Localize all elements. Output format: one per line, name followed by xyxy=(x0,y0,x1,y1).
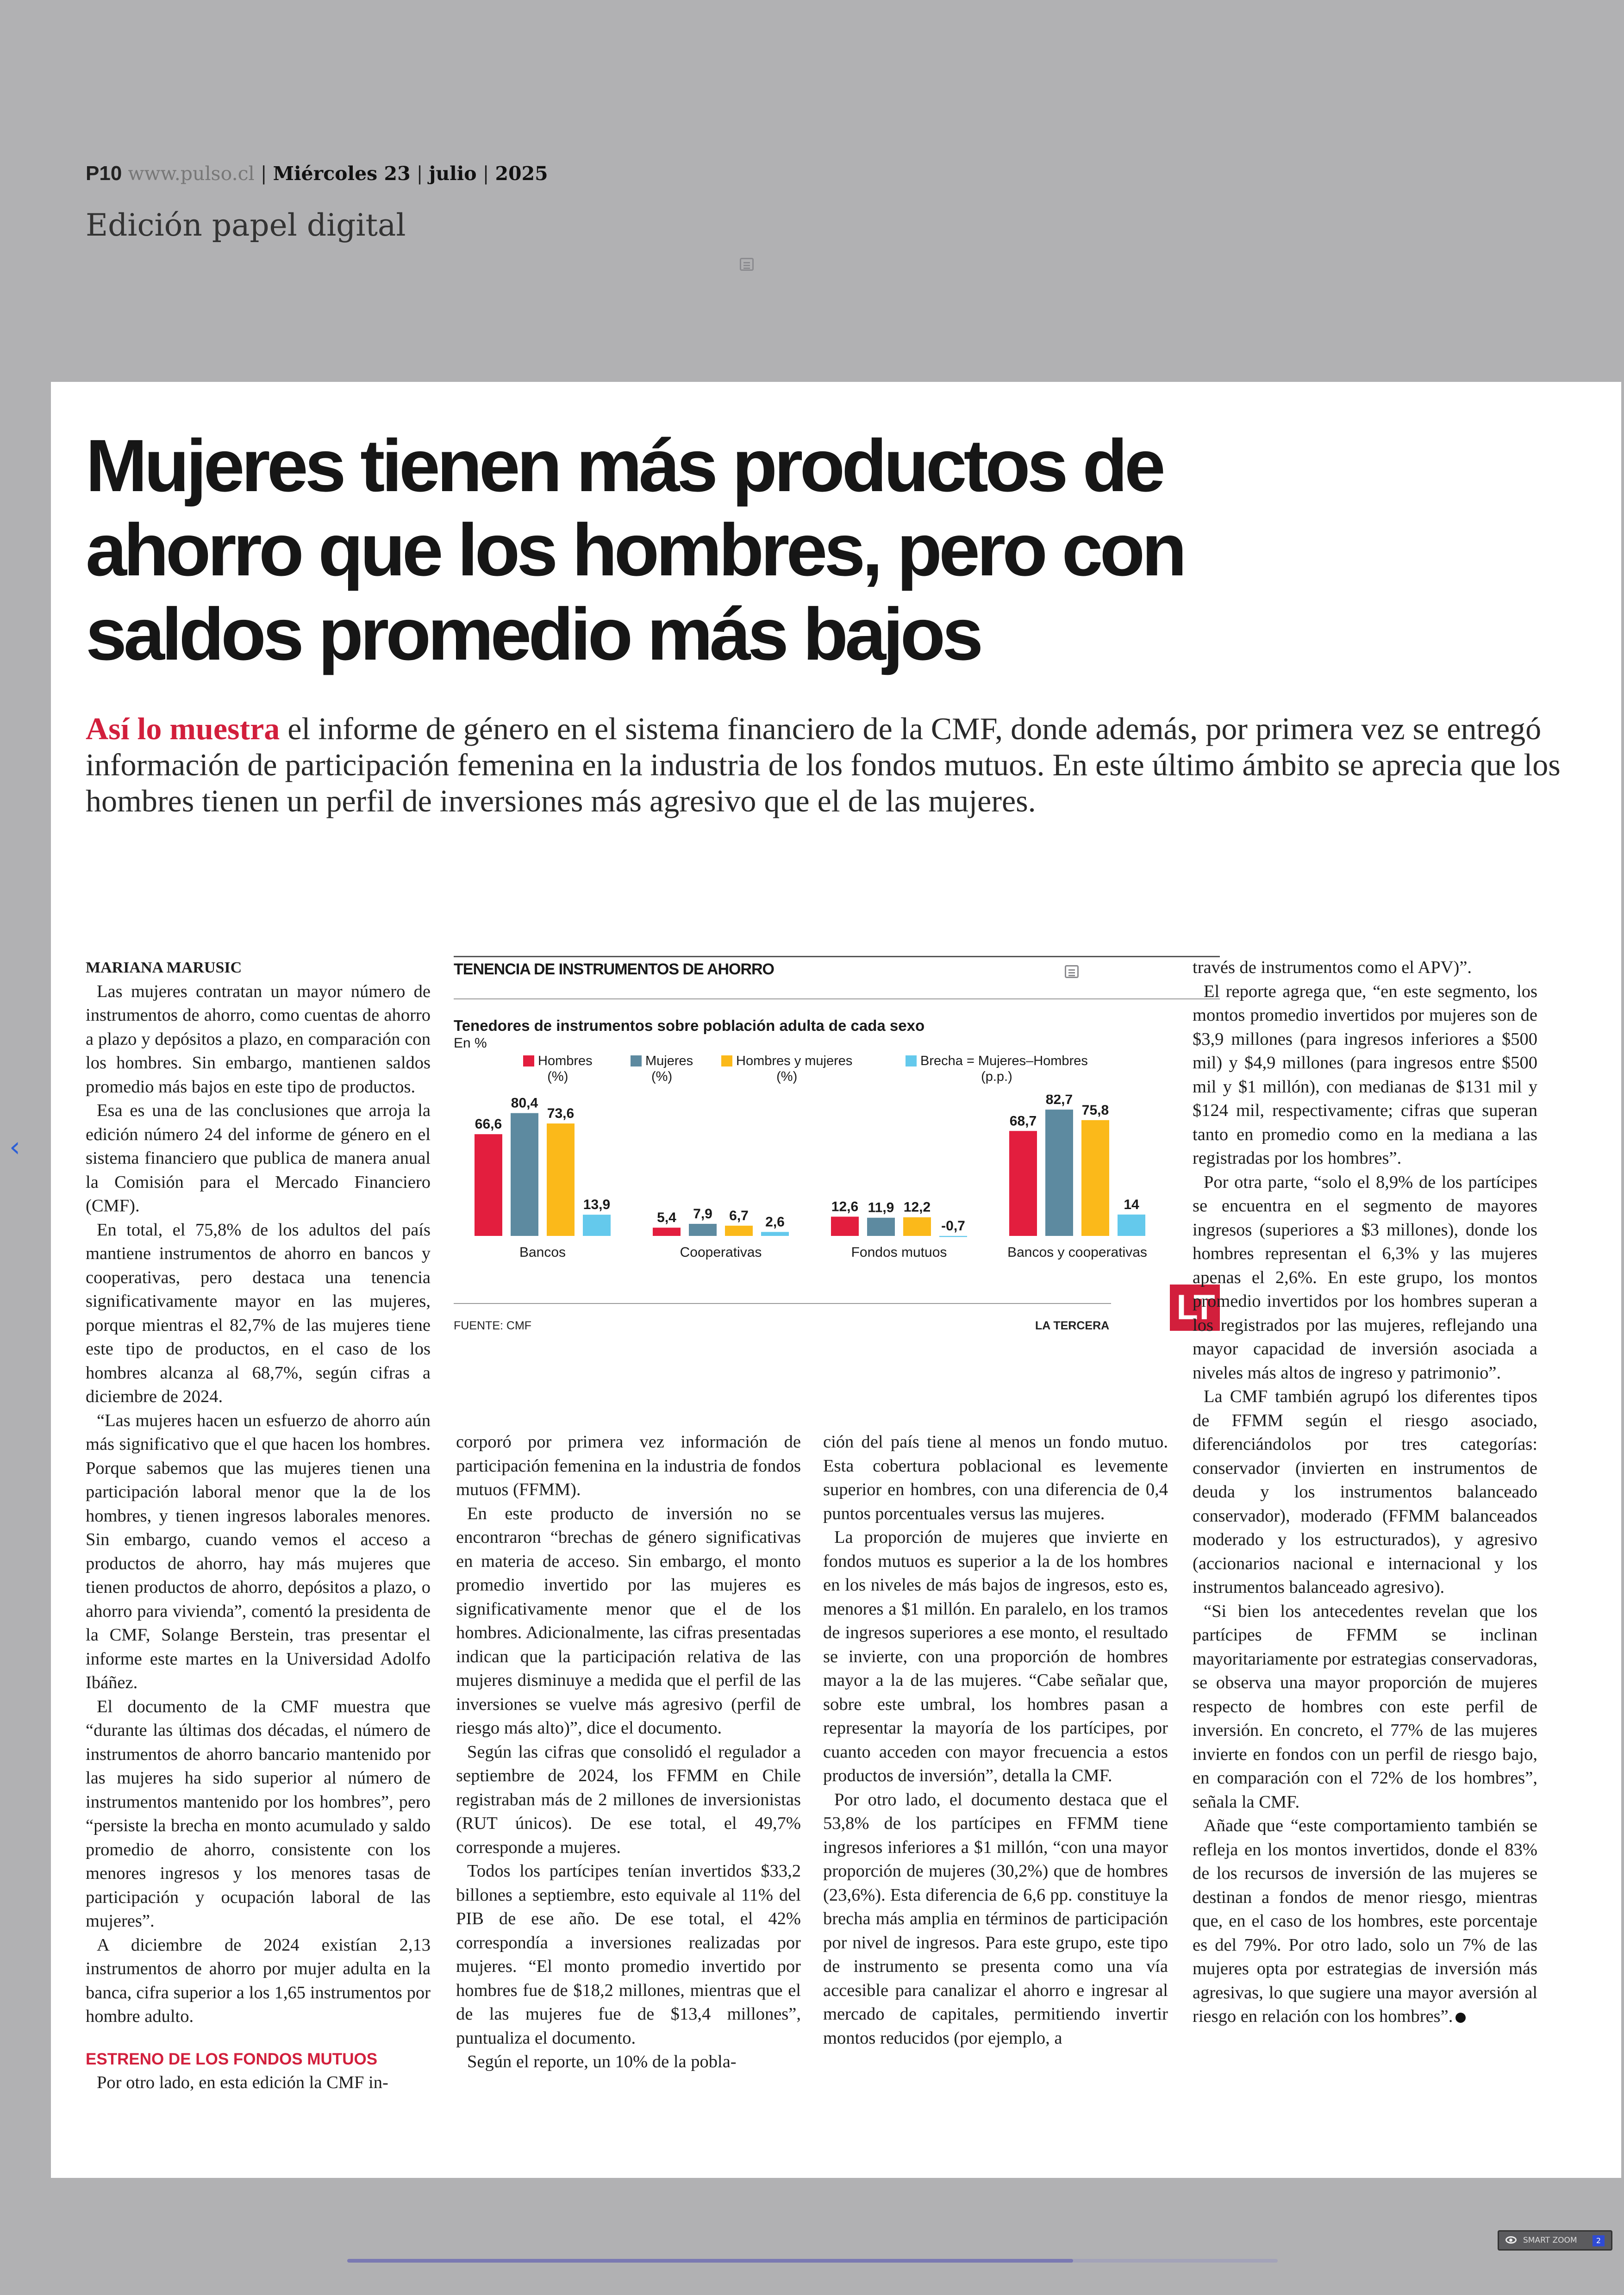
data-label: 12,6 xyxy=(831,1199,859,1215)
chart-unit: En % xyxy=(454,1035,487,1051)
paragraph: Según las cifras que consolidó el regulador a septiembre de 2024, los FFMM en Chile registraban más de 2 millones de inversionistas (RUT únicos). De ese total, el 49,7% corresponde a mujeres. xyxy=(456,1742,801,1857)
header-year: 2025 xyxy=(495,162,548,185)
data-label: 75,8 xyxy=(1081,1102,1109,1118)
paragraph: Por otro lado, en esta edición la CMF in- xyxy=(97,2073,388,2092)
data-label: 66,6 xyxy=(475,1116,502,1132)
legend-item xyxy=(523,1053,593,1085)
newspaper-page xyxy=(51,382,1621,2178)
paragraph: corporó por primera vez información de participación femenina en la industria de fondos mutuos (FFMM). xyxy=(456,1432,801,1499)
paragraph-text: Añade que “este comportamiento también se refleja en los montos invertidos, donde el 83% de los recursos de inversión de las mujeres se destinan a fondos de menor riesgo, mientras que, en el caso de los hombres, este porcentaje es del 79%. Por otro lado, solo un 7% de las mujeres opta por estrategias de inversión más agresivas, lo que sugiere una mayor aversión al riesgo en relación con los hombres”. xyxy=(1193,1816,1537,2026)
bar xyxy=(725,1226,753,1236)
article-column-2 xyxy=(456,1430,801,2074)
legend-swatch xyxy=(906,1055,917,1066)
bar xyxy=(831,1216,859,1236)
paragraph: Todos los partícipes tenían invertidos $33,2 billones a septiembre, esto equivale al 11% del PIB de ese año. De ese total, el 42% correspondía a inversiones realizadas por mujeres. “El monto promedio invertido por hombres fue de $18,2 millones, mientras que el de las mujeres fue de $13,4 millones”, puntualiza el documento. xyxy=(456,1861,801,2048)
page-header: P10 www.pulso.cl | Miércoles 23 | julio | 2025 xyxy=(86,162,548,185)
reading-progress-fill xyxy=(347,2259,1073,2263)
paragraph: ción del país tiene al menos un fondo mutuo. Esta cobertura poblacional es levemente superior en hombres, con una diferencia de 0,4 puntos porcentuales versus las mujeres. xyxy=(823,1432,1168,1523)
paragraph: Según el reporte, un 10% de la pobla- xyxy=(467,2052,737,2071)
bar xyxy=(583,1215,611,1236)
legend-swatch xyxy=(523,1055,534,1066)
legend-item xyxy=(631,1053,693,1085)
paragraph: través de instrumentos como el APV)”. xyxy=(1193,958,1472,977)
paragraph: Por otro lado, el documento destaca que el 53,8% de los partícipes en FFMM tiene ingresos inferiores a $1 millón, “con una mayor proporción de mujeres (30,2%) que de hombres (23,6%). Esta diferencia de 6,6 pp. constituye la brecha más amplia en términos de participación por nivel de ingresos. Para este grupo, este tipo de instrumento se presenta como una vía accesible para canalizar el ahorro e ingresar al mercado de capitales, permitiendo invertir montos reducidos (por ejemplo, a xyxy=(823,1790,1168,2048)
paragraph: A diciembre de 2024 existían 2,13 instrumentos de ahorro por mujer adulta en la banca, cifra superior a los 1,65 instrumentos por hombre adulto. xyxy=(86,1935,431,2026)
legend-label: Hombres y mujeres xyxy=(736,1054,853,1068)
chart-legend xyxy=(523,1053,1218,1090)
data-label: 7,9 xyxy=(693,1206,712,1222)
data-label: 82,7 xyxy=(1045,1095,1073,1108)
legend-swatch xyxy=(721,1055,732,1066)
bar xyxy=(903,1217,931,1236)
data-label: 13,9 xyxy=(583,1197,611,1213)
chart-brand: LA TERCERA xyxy=(1035,1319,1110,1332)
chart-source: FUENTE: CMF xyxy=(454,1319,532,1332)
chart-header-rule xyxy=(454,998,1220,999)
paragraph: En total, el 75,8% de los adultos del país mantiene instrumentos de ahorro en bancos y cooperativas, pero destaca una tenencia significativamente mayor en las mujeres, porque mientras el 82,7% de las mujeres tiene este tipo de productos, en el caso de los hombres alcanza al 68,7%, según cifras a diciembre de 2024. xyxy=(86,1220,431,1406)
paragraph: Las mujeres contratan un mayor número de instrumentos de ahorro, como cuentas de ahorro a plazo y depósitos a plazo, en comparación con los hombres. Sin embargo, mantienen saldos promedio más bajos en este tipo de productos. xyxy=(86,981,431,1097)
end-of-article-icon xyxy=(1455,2013,1466,2023)
paragraph: Esa es una de las conclusiones que arroja la edición número 24 del informe de género en el sistema financiero que publica de manera anual la Comisión para el Mercado Financiero (CMF). xyxy=(86,1101,431,1216)
data-label: -0,7 xyxy=(941,1218,965,1234)
byline: MARIANA MARUSIC xyxy=(86,959,242,976)
legend-label: Mujeres xyxy=(645,1054,693,1068)
data-label: 12,2 xyxy=(903,1199,931,1215)
text-view-icon[interactable] xyxy=(740,258,754,271)
header-month: julio xyxy=(429,162,477,185)
paragraph xyxy=(1193,1814,1537,2029)
data-label: 68,7 xyxy=(1009,1113,1037,1129)
bar xyxy=(939,1236,967,1237)
bar xyxy=(1045,1110,1073,1236)
prev-page-arrow[interactable]: ‹ xyxy=(9,1131,20,1163)
bar xyxy=(1009,1131,1037,1236)
paragraph: La proporción de mujeres que invierte en fondos mutuos es superior a la de los hombres en los niveles de más bajos de ingresos, esto es, menores a $1 millón. En paralelo, en los tramos de ingresos superiores a ese monto, el resultado se invierte, con una proporción de hombres mayor a la de las mujeres. “Cabe señalar que, sobre este umbral, los hombres pasan a representar la mayoría de los partícipes, por cuanto acceden con mayor frecuencia a estos productos de inversión”, detalla la CMF. xyxy=(823,1528,1168,1785)
data-label: 6,7 xyxy=(729,1208,749,1223)
legend-item xyxy=(906,1053,1088,1085)
bar xyxy=(547,1123,575,1236)
data-label: 80,4 xyxy=(511,1095,538,1111)
legend-unit: (p.p.) xyxy=(981,1069,1012,1084)
data-label: 11,9 xyxy=(868,1200,894,1216)
bar xyxy=(689,1224,717,1236)
legend-item xyxy=(721,1053,852,1085)
paragraph: La CMF también agrupó los diferentes tipos de FFMM según el riesgo asociado, diferenciándolos por tres categorías: conservador (invierten en instrumentos de deuda y los instrumentos balanceado conservador), moderado (FFMM balanceados moderado y los estructurados), y agresivo (accionarios nacional e internacional y los instrumentos balanceado agresivo). xyxy=(1193,1387,1537,1597)
lede-kicker: Así lo muestra xyxy=(86,711,280,746)
article-column-3 xyxy=(823,1430,1168,2050)
bar xyxy=(867,1218,895,1236)
chart-header: TENENCIA DE INSTRUMENTOS DE AHORRO xyxy=(454,960,775,978)
header-day: Miércoles 23 xyxy=(273,162,411,185)
page-number: P10 xyxy=(86,162,122,185)
legend-unit: (%) xyxy=(651,1069,673,1084)
paragraph: El documento de la CMF muestra que “durante las últimas dos décadas, el número de instrumentos de ahorro bancario mantenido por las mujeres ha sido superior al número de instrumentos mantenido por los hombres”, pero “persiste la brecha en monto acumulado y saldo promedio de ahorro, consistente con los menores ingresos y los menores tasas de participación y ocupación laboral de las mujeres”. xyxy=(86,1696,431,1931)
smart-zoom-page-number: 2 xyxy=(1593,2235,1605,2246)
edition-label: Edición papel digital xyxy=(86,207,406,243)
paragraph: Por otra parte, “solo el 8,9% de los partícipes se encuentra en el segmento de mayores ingresos (superiores a $3 millones), donde los hombres representan el 6,3% y las mujeres apenas el 2,6%. En este grupo, los montos promedio invertidos por los hombres superan a los registrados por las mujeres, reflejando una mayor capacidad de inversión asociada a niveles más altos de ingreso y patrimonio”. xyxy=(1193,1172,1537,1383)
legend-unit: (%) xyxy=(547,1069,568,1084)
data-label: 14 xyxy=(1124,1197,1139,1212)
chart-text-view-icon[interactable] xyxy=(1065,965,1079,978)
smart-zoom-button[interactable] xyxy=(1498,2230,1612,2251)
article-headline: Mujeres tienen más productos de ahorro que los hombres, pero con saldos promedio más bajos xyxy=(86,424,1184,675)
lede-text: el informe de género en el sistema financiero de la CMF, donde además, por primera vez se entregó información de participación femenina en la industria de los fondos mutuos. En este último ámbito se aprecia que los hombres tienen un perfil de inversiones más agresivo que el de las mujeres. xyxy=(86,711,1561,818)
chart-title: Tenedores de instrumentos sobre población adulta de cada sexo xyxy=(454,1017,925,1034)
legend-label: Brecha = Mujeres–Hombres xyxy=(920,1054,1088,1068)
bar xyxy=(1081,1120,1109,1236)
article-column-1 xyxy=(86,956,431,2095)
category-label: Fondos mutuos xyxy=(851,1245,947,1260)
site-url[interactable]: www.pulso.cl xyxy=(128,162,255,185)
bar xyxy=(511,1113,538,1236)
data-label: 2,6 xyxy=(765,1214,785,1230)
article-column-4 xyxy=(1193,956,1537,2029)
data-label: 5,4 xyxy=(657,1210,676,1226)
section-subhead: ESTRENO DE LOS FONDOS MUTUOS xyxy=(86,2050,378,2068)
smart-zoom-label: SMART ZOOM xyxy=(1523,2236,1577,2245)
paragraph: “Las mujeres hacen un esfuerzo de ahorro aún más significativo que el que hacen los hombres. Porque sabemos que las mujeres tienen una participación laboral menor que la de los hombres, y tienen ingresos laborales menores. Sin embargo, cuando vemos el acceso a productos de ahorro, hay más mujeres que tienen productos de ahorro, depósitos a plazo, o ahorro para vivienda”, comentó la presidenta de la CMF, Solange Berstein, tras presentar el informe este martes en la Universidad Adolfo Ibáñez. xyxy=(86,1410,431,1692)
bar xyxy=(653,1228,681,1236)
article-lede xyxy=(86,711,1590,819)
bar xyxy=(1118,1215,1145,1236)
chart-bottom-rule xyxy=(454,1303,1111,1304)
bar xyxy=(761,1232,789,1236)
category-label: Bancos xyxy=(519,1245,566,1260)
bar-chart xyxy=(454,1095,1220,1308)
paragraph: “Si bien los antecedentes revelan que los partícipes de FFMM se inclinan mayoritariamente por estrategias conservadoras, se observa una mayor proporción de mujeres respecto de hombres con este perfil de inversión. En concreto, el 77% de las mujeres invierte en fondos con un perfil de riesgo bajo, en comparación con el 72% de los hombres”, señala la CMF. xyxy=(1193,1601,1537,1812)
eye-icon xyxy=(1505,2236,1517,2244)
category-label: Bancos y cooperativas xyxy=(1007,1245,1147,1260)
paragraph: El reporte agrega que, “en este segmento, los montos promedio invertidos por mujeres son de $3,9 millones (para ingresos inferiores a $500 mil) y $4,9 millones (para ingresos entre $500 mil y $1 millón), con medianas de $131 mil y $124 mil, respectivamente; cifras que superan tanto en promedio como en la mediana a las registradas por los hombres”. xyxy=(1193,981,1537,1168)
data-label: 73,6 xyxy=(547,1106,575,1122)
legend-swatch xyxy=(631,1055,642,1066)
la-tercera-logo: LT xyxy=(1170,1285,1220,1331)
category-label: Cooperativas xyxy=(680,1245,762,1260)
legend-unit: (%) xyxy=(776,1069,798,1084)
chart-top-rule xyxy=(454,956,1220,957)
legend-label: Hombres xyxy=(538,1054,593,1068)
bar xyxy=(475,1134,502,1236)
paragraph: En este producto de inversión no se encontraron “brechas de género significativas en materia de acceso. Sin embargo, el monto promedio invertido por las mujeres es significativamente menor que el de los hombres. Adicionalmente, las cifras presentadas indican que la participación relativa de las mujeres disminuye a medida que el perfil de las inversiones se vuelve más agresivo (perfil de riesgo más alto)”, dice el documento. xyxy=(456,1503,801,1738)
